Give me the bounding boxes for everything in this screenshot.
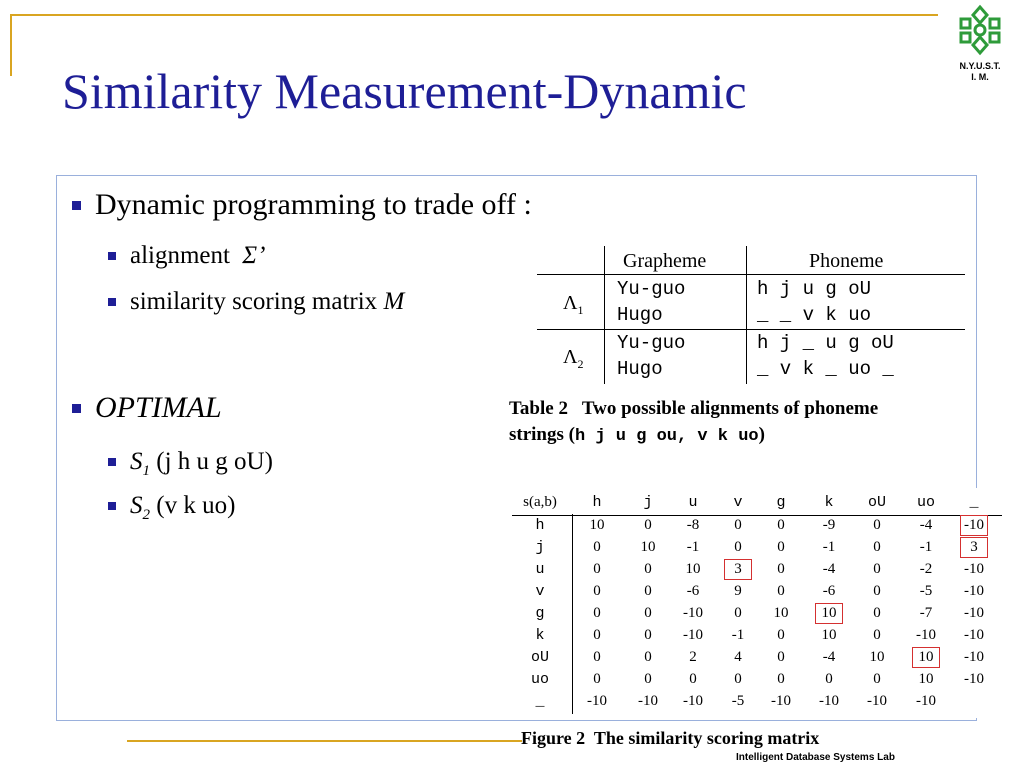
matrix-cell: -1 [919,539,933,555]
grapheme-cell: Yu-guo [617,332,686,354]
matrix-cell: 0 [644,649,652,665]
matrix-column-header: uo [916,494,935,511]
matrix-cell: 10 [918,649,934,665]
matrix-cell: 0 [777,561,785,577]
bottom-border-line [127,740,522,742]
matrix-cell: 10 [685,561,701,577]
matrix-cell: 3 [970,539,978,555]
matrix-cell: 0 [734,517,742,533]
bullet-square-icon [72,404,81,413]
matrix-column-header: g [776,494,786,511]
matrix-cell: 10 [821,605,837,621]
matrix-column-header: k [824,494,834,511]
matrix-cell: 0 [873,561,881,577]
matrix-cell: -10 [683,627,703,643]
bullet-square-icon [72,201,81,210]
table-vrule-1 [604,246,605,384]
footer-lab-name: Intelligent Database Systems Lab [736,752,895,763]
top-border-line [10,14,938,16]
logo-caption-line2: I. M. [971,72,989,82]
matrix-cell: -9 [822,517,836,533]
header-grapheme: Grapheme [623,250,707,272]
bullet-dynamic-programming [72,188,532,222]
matrix-cell: 0 [734,539,742,555]
matrix-variable: M [383,288,405,315]
matrix-cell: 0 [593,627,601,643]
header-phoneme: Phoneme [809,250,884,272]
matrix-cell: 10 [640,539,656,555]
highlight-box [960,515,988,536]
matrix-cell: -6 [686,583,700,599]
s2-index: 2 [142,507,150,523]
s1-index: 1 [142,463,150,479]
matrix-column-header: _ [969,494,979,511]
matrix-cell: 0 [873,583,881,599]
matrix-cell: -10 [964,649,984,665]
grapheme-cell: Hugo [617,304,663,326]
matrix-row-label: j [535,539,545,556]
matrix-cell: -10 [964,605,984,621]
s2-text: (v k uo) [150,492,236,519]
phoneme-cell: h j u g oU [757,278,872,300]
left-border-line [10,14,12,76]
matrix-cell: 0 [644,583,652,599]
matrix-cell: -1 [731,627,745,643]
matrix-cell: 0 [873,539,881,555]
lambda-2-label: $\Lambda_2$ [563,346,584,371]
matrix-cell: -10 [638,693,658,709]
matrix-caption: Figure 2 The similarity scoring matrix [521,728,820,748]
matrix-cell: -7 [919,605,933,621]
matrix-cell: 0 [593,583,601,599]
matrix-cell: -10 [683,693,703,709]
highlight-box [815,603,843,624]
phoneme-cell: _ _ v k uo [757,304,872,326]
highlight-box [912,647,940,668]
bullet-text: Dynamic programming to trade off : [95,188,532,221]
matrix-row-label: v [535,583,545,600]
matrix-cell: 0 [777,539,785,555]
matrix-cell: 0 [689,671,697,687]
matrix-corner-label: s(a,b) [523,494,557,510]
s1-variable: S [130,448,143,475]
highlight-box [960,537,988,558]
snowflake-logo-icon [955,4,1005,56]
matrix-cell: 0 [644,561,652,577]
matrix-cell: -10 [867,693,887,709]
matrix-cell: -1 [686,539,700,555]
bullet-similarity-matrix [108,288,404,316]
matrix-row-label: u [535,561,545,578]
bullet-optimal [72,391,222,425]
matrix-cell: 3 [734,561,742,577]
matrix-cell: -8 [686,517,700,533]
matrix-cell: 4 [734,649,742,665]
table-caption-line1: Table 2 Two possible alignments of phoneme [509,398,879,419]
matrix-cell: 0 [593,539,601,555]
matrix-column-header: j [643,494,653,511]
matrix-cell: -6 [822,583,836,599]
bullet-alignment [108,242,265,270]
matrix-cell: 9 [734,583,742,599]
matrix-cell: 0 [777,517,785,533]
matrix-cell: 0 [593,605,601,621]
matrix-cell: 10 [773,605,789,621]
matrix-cell: -10 [916,627,936,643]
matrix-cell: 0 [644,605,652,621]
alignment-table [537,242,972,384]
matrix-cell: 0 [734,605,742,621]
matrix-cell: -5 [919,583,933,599]
matrix-row-label: _ [535,693,545,710]
matrix-cell: -10 [587,693,607,709]
matrix-row-label: oU [530,649,549,666]
matrix-cell: 0 [644,627,652,643]
s2-variable: S [130,492,143,519]
matrix-cell: -4 [822,649,836,665]
matrix-cell: -10 [964,627,984,643]
matrix-cell: 10 [869,649,885,665]
phoneme-cell: _ v k _ uo _ [757,358,894,380]
bullet-text: similarity scoring matrix [130,288,378,315]
matrix-row-label: g [535,605,545,622]
matrix-cell: 0 [734,671,742,687]
matrix-cell: 2 [689,649,697,665]
matrix-cell: 10 [918,671,934,687]
bullet-s1 [108,448,273,480]
matrix-cell: -10 [964,671,984,687]
similarity-matrix [500,488,1005,718]
table-caption-line2: strings (h j u g ou, v k uo) [509,424,765,446]
matrix-cell: 10 [589,517,605,533]
matrix-cell: -10 [964,583,984,599]
bullet-square-icon [108,502,116,510]
matrix-cell: 0 [593,561,601,577]
matrix-row-label: k [535,627,545,644]
matrix-cell: 0 [593,671,601,687]
matrix-column-header: u [688,494,698,511]
matrix-cell: 0 [644,671,652,687]
matrix-cell: 0 [825,671,833,687]
logo-caption-line1: N.Y.U.S.T. [959,61,1001,71]
grapheme-cell: Hugo [617,358,663,380]
matrix-vertical-rule [572,514,573,714]
matrix-cell: 0 [644,517,652,533]
matrix-header-rule [512,515,1002,516]
matrix-cell: -4 [919,517,933,533]
matrix-cell: 0 [873,671,881,687]
matrix-row-label: h [535,517,545,534]
matrix-cell: 0 [777,583,785,599]
matrix-cell: 0 [593,649,601,665]
bullet-text: OPTIMAL [95,391,222,424]
matrix-cell: -10 [964,517,984,533]
matrix-cell: -2 [919,561,933,577]
matrix-column-header: h [592,494,602,511]
bullet-square-icon [108,458,116,466]
matrix-cell: -5 [731,693,745,709]
university-logo [950,4,1010,83]
bullet-text: alignment [130,242,230,269]
bullet-s2 [108,492,235,524]
matrix-cell: 0 [777,627,785,643]
matrix-cell: -4 [822,561,836,577]
matrix-cell: 0 [873,517,881,533]
grapheme-cell: Yu-guo [617,278,686,300]
table-vrule-2 [746,246,747,384]
highlight-box [724,559,752,580]
table-row-divider [537,329,965,330]
matrix-cell: -1 [822,539,836,555]
matrix-cell: 0 [873,605,881,621]
matrix-cell: -10 [683,605,703,621]
matrix-cell: -10 [819,693,839,709]
table-header-rule [537,274,965,275]
matrix-cell: -10 [964,561,984,577]
matrix-cell: 0 [777,671,785,687]
matrix-cell: 10 [821,627,837,643]
matrix-cell: 0 [777,649,785,665]
lambda-1-label: $\Lambda_1$ [563,292,584,317]
matrix-cell: -10 [916,693,936,709]
phoneme-cell: h j _ u g oU [757,332,894,354]
bullet-square-icon [108,252,116,260]
matrix-cell: 0 [873,627,881,643]
slide-title: Similarity Measurement-Dynamic [62,63,747,119]
matrix-column-header: oU [867,494,886,511]
bullet-square-icon [108,298,116,306]
matrix-row-label: uo [530,671,549,688]
sigma-prime-symbol: Σ’ [242,242,266,269]
matrix-cell: -10 [771,693,791,709]
matrix-column-header: v [733,494,743,511]
s1-text: (j h u g oU) [150,448,273,475]
